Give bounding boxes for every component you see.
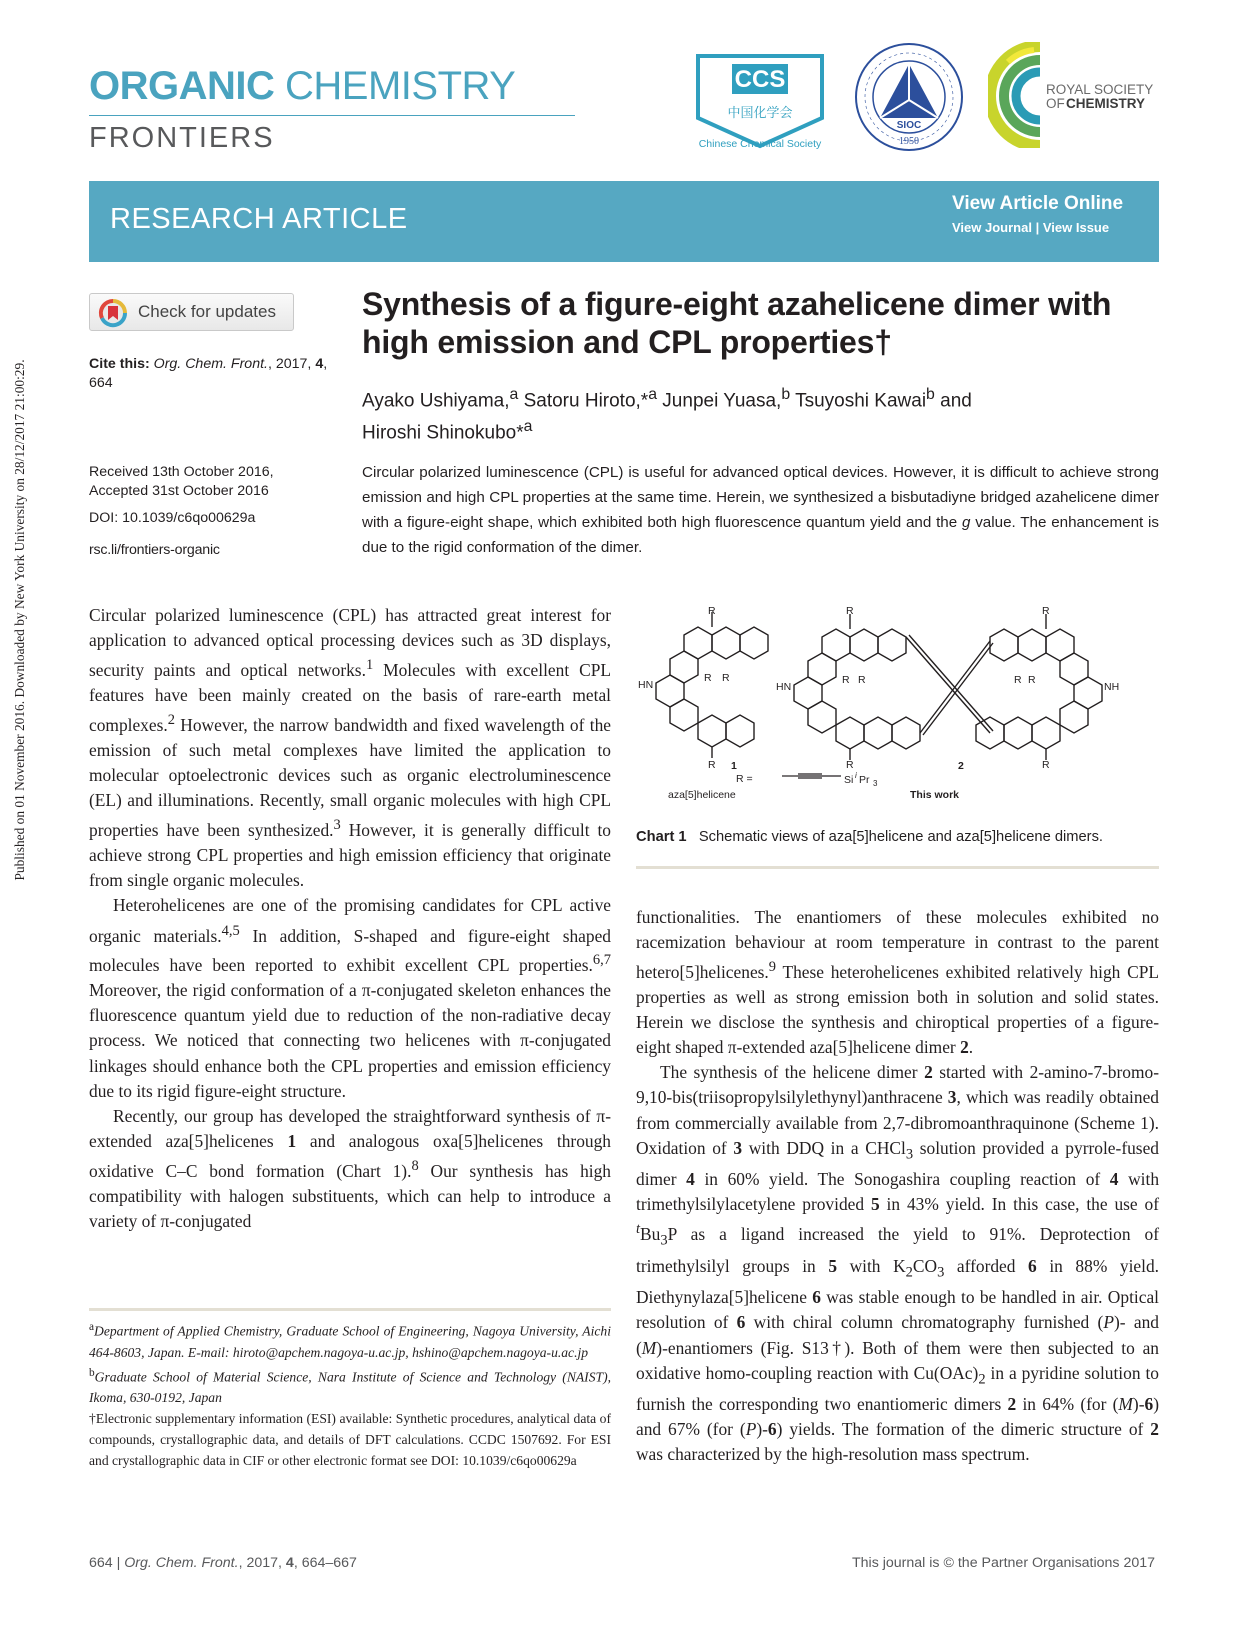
check-for-updates-button[interactable] (89, 293, 294, 331)
footnote-affiliation-a (89, 1317, 611, 1363)
chart-compound-2: 2 (958, 760, 964, 772)
text: , which was readily obtained from commercially available from 2,7-dibromoanthraquinone (Scheme 1). Oxidation of (636, 1087, 1159, 1158)
footnotes (89, 1317, 611, 1471)
paragraph (636, 1060, 1159, 1467)
text: Our synthesis has high compatibility with halogen substituents, which can help to introduce a variety of π-conjugated (89, 1160, 611, 1231)
affil-sup: a (648, 386, 658, 403)
footer-copyright: This journal is © the Partner Organisations 2017 (852, 1555, 1156, 1571)
text: with chiral column chromatography furnished ( (745, 1312, 1104, 1333)
text: However, it is generally difficult to achieve strong CPL properties and high emission efficiency that originate from single organic molecules. (89, 820, 611, 891)
footnote-text: Department of Applied Chemistry, Graduate School of Engineering, Nagoya University, Aichi 464-8603, Japan. E-mail: hiroto@apchem.nagoya-u.ac.jp, hshino@apchem.nagoya-u.ac.jp (89, 1323, 611, 1360)
chart-label-R: R (846, 606, 854, 617)
chart-label-R: R (1042, 759, 1050, 771)
compound-ref: 6 (767, 1419, 777, 1440)
footer-volume: 4 (285, 1555, 294, 1571)
text: CO (912, 1255, 938, 1276)
cite-comma: , (323, 356, 328, 372)
compound-ref: 2 (1150, 1419, 1159, 1440)
check-updates-label: Check for updates (138, 302, 276, 321)
chart-label-R: R (704, 672, 712, 684)
chart-si: Si (844, 774, 854, 786)
body-column-right (636, 905, 1159, 1467)
text: These heterohelicenes exhibited relatively high CPL properties as well as strong emission both in solution and solid states. Herein we disclose the synthesis and chiroptical properties of a figure-eight shaped π-extended aza[5]helicene dimer (636, 961, 1159, 1058)
compound-ref: 4 (686, 1169, 695, 1190)
text: with trimethylsilylacetylene provided (636, 1169, 1160, 1215)
cite-page: 664 (89, 375, 113, 391)
compound-ref: 6 (812, 1287, 821, 1308)
text: . (968, 1037, 974, 1058)
chart-label-R: R (1028, 674, 1036, 686)
footnote-sup: a (89, 1321, 95, 1333)
chart-label-NH: NH (1104, 681, 1120, 693)
citation-ref[interactable]: 1 (365, 657, 374, 674)
chart-pr: Pr (859, 774, 870, 786)
text: In addition, S-shaped and figure-eight shaped molecules have been reported to exhibit excellent CPL properties. (89, 925, 611, 976)
italic: M (1118, 1394, 1133, 1415)
chart-1-structures (636, 606, 1159, 821)
italic: M (641, 1337, 657, 1358)
chart-compound-1: 1 (731, 760, 737, 772)
compound-ref: 3 (947, 1087, 957, 1108)
text: functionalities. The enantiomers of these molecules exhibited no racemization behaviour at room temperature in contrast to the parent hetero[5]helicenes. (636, 907, 1159, 982)
author[interactable]: Junpei Yuasa, (657, 390, 782, 412)
affil-sup: b (926, 386, 935, 403)
author-list (362, 382, 1082, 447)
subscript: 2 (905, 1264, 913, 1281)
cite-journal: Org. Chem. Front. (153, 356, 268, 372)
view-journal-link[interactable]: View Journal (952, 220, 1032, 235)
ccs-caption: Chinese Chemical Society (698, 138, 822, 150)
publication-stamp: Published on 01 November 2016. Downloaded by New York University on 28/12/2017 21:00:29. (12, 359, 27, 881)
chart-caption-label: Chart 1 (636, 829, 687, 845)
view-article-online-link[interactable]: View Article Online (952, 193, 1124, 214)
compound-ref: 5 (870, 1194, 880, 1215)
text: in 88% yield. Diethynylaza[5]helicene (636, 1255, 1159, 1308)
footer-journal: Org. Chem. Front. (124, 1555, 239, 1571)
cite-year: , 2017, (267, 356, 316, 372)
cite-volume: 4 (315, 356, 324, 372)
compound-ref: 4 (1109, 1169, 1119, 1190)
doi[interactable]: DOI: 10.1039/c6qo00629a (89, 510, 256, 526)
journal-title (89, 64, 515, 109)
paragraph (89, 893, 611, 1103)
chart-aza-label: aza[5]helicene (668, 789, 736, 801)
accepted-date: Accepted 31st October 2016 (89, 483, 269, 499)
chart-caption (636, 829, 1103, 845)
compound-ref: 3 (733, 1137, 743, 1158)
chart-ipr-i: i (855, 771, 857, 780)
chart-label-R: R (842, 674, 850, 686)
journal-subtitle: FRONTIERS (89, 122, 275, 154)
view-links (952, 220, 1109, 235)
cite-label: Cite this: (89, 356, 150, 372)
compound-ref: 5 (828, 1255, 838, 1276)
subscript: 3 (905, 1146, 914, 1163)
paragraph (89, 1104, 611, 1234)
check-updates-icon (98, 298, 128, 328)
author[interactable]: Tsuyoshi Kawai (790, 390, 927, 412)
chart-caption-text: Schematic views of aza[5]helicene and aza[5]helicene dimers. (698, 829, 1103, 845)
citation-ref[interactable]: 8 (411, 1157, 419, 1174)
text: P as a ligand increased the yield to 91%. Deprotection of trimethylsilyl groups in (636, 1224, 1159, 1276)
view-links-separator: | (1035, 220, 1040, 235)
chart-label-R: R (1014, 674, 1022, 686)
chart-R-definition: R = (736, 773, 753, 785)
journal-link[interactable]: rsc.li/frontiers-organic (89, 542, 220, 558)
compound-ref: 6 (736, 1312, 746, 1333)
text: Moreover, the rigid conformation of a π-conjugated skeleton enhances the fluorescence quantum yield due to reduction of the non-radiative decay process. We noticed that connecting two helicenes with π-conjugated linkages should enhance both the CPL properties and emission efficiency due to its rigid figure-eight structure. (89, 980, 611, 1101)
text: ) and 67% (for ( (636, 1394, 1160, 1440)
author[interactable]: Ayako Ushiyama, (362, 390, 510, 412)
page-number: 664 (89, 1555, 113, 1571)
subscript: 2 (978, 1371, 986, 1388)
subscript: 3 (660, 1232, 668, 1249)
view-issue-link[interactable]: View Issue (1042, 220, 1110, 235)
text: with DDQ in a CHCl (742, 1137, 906, 1158)
sioc-seal (852, 40, 966, 154)
sioc-text: SIOC (896, 120, 922, 131)
compound-ref: 6 (1144, 1394, 1154, 1415)
journal-title-word-organic: ORGANIC (89, 64, 275, 108)
journal-title-rule (89, 115, 575, 116)
text: in a pyridine solution to furnish the corresponding two enantiomeric dimers (636, 1362, 1159, 1415)
paragraph (636, 905, 1159, 1060)
subscript: 3 (937, 1264, 945, 1281)
rsc-of: OF (1046, 96, 1065, 111)
chart-label-HN: HN (776, 681, 792, 693)
chart-label-R: R (858, 674, 866, 686)
article-title: Synthesis of a figure-eight azahelicene dimer with high emission and CPL properties† (362, 286, 1112, 360)
affil-sup: b (781, 386, 791, 403)
chart-pr-sub: 3 (873, 779, 878, 788)
italic: P (745, 1419, 757, 1440)
text: Circular polarized luminescence (CPL) has attracted great interest for application to advanced optical processing devices such as 3D displays, security paints and optical networks. (89, 605, 611, 680)
author[interactable]: Hiroshi Shinokubo* (362, 422, 524, 444)
text: )- and ( (636, 1312, 1159, 1358)
footnote-esi: †Electronic supplementary information (ESI) available: Synthetic procedures, analytical data of compounds, crystallographic data, and details of DFT calculations. CCDC 1507692. For ESI and crystallographic data in CIF or other electronic format see DOI: 10.1039/c6qo00629a (89, 1411, 611, 1469)
compound-ref: 2 (924, 1062, 933, 1083)
chart-rule (636, 866, 1159, 869)
citation-ref[interactable]: 6,7 (592, 952, 611, 969)
text: and analogous oxa[5]helicenes through oxidative C–C bond formation (Chart 1). (89, 1130, 611, 1181)
chart-label-R: R (1042, 606, 1050, 617)
chart-label-HN: HN (638, 679, 654, 691)
italic: P (1103, 1312, 1114, 1333)
citation-ref[interactable]: 2 (167, 712, 175, 729)
citation-ref[interactable]: 4,5 (221, 922, 240, 939)
ccs-logo (690, 48, 830, 152)
text: The synthesis of the helicene dimer (660, 1062, 925, 1083)
text: Recently, our group has developed the straightforward synthesis of π-extended aza[5]helicenes (89, 1105, 611, 1151)
footnote-text: Graduate School of Material Science, Nara Institute of Science and Technology (NAIST), Ikoma, 630-0192, Japan (89, 1369, 611, 1406)
text: )-enantiomers (Fig. S13†). Both of them were then subjected to an oxidative homo-coupling reaction with Cu(OAc) (636, 1337, 1159, 1383)
author[interactable]: Satoru Hiroto,* (518, 390, 649, 412)
chart-label-R: R (708, 606, 716, 617)
chart-this-work: This work (910, 789, 960, 801)
ccs-logo-text: CCS (734, 66, 786, 93)
cite-this (89, 355, 359, 393)
text: afforded (944, 1255, 1029, 1276)
compound-2-structure (794, 614, 1102, 760)
text: )- (756, 1419, 768, 1440)
text: )- (1132, 1394, 1145, 1415)
chart-label-R: R (722, 672, 730, 684)
abstract-text: value. The enhancement is due to the rigid conformation of the dimer. (362, 514, 1159, 556)
footer-year: , 2017, (238, 1555, 286, 1571)
rsc-chemistry: CHEMISTRY (1066, 96, 1146, 111)
text: However, the narrow bandwidth and fixed wavelength of the emission of such metal complexes have limited the application to molecular optoelectronic devices such as organic electroluminescence (EL) and illuminations. Recently, small organic molecules with high CPL properties have been synthesized. (89, 714, 611, 841)
rsc-logo (988, 42, 1168, 148)
footer-citation (89, 1555, 357, 1571)
text: started with 2-amino-7-bromo-9,10-bis(triisopropylsilylethynyl)anthracene (636, 1062, 1159, 1108)
author-and: and (934, 390, 972, 412)
compound-ref: 2 (960, 1037, 969, 1058)
received-date: Received 13th October 2016, (89, 464, 274, 480)
chart-alkyne-icon (782, 774, 841, 778)
rsc-line1: ROYAL SOCIETY (1046, 82, 1154, 97)
text: in 43% yield. In this case, the use of (879, 1194, 1160, 1215)
article-type: RESEARCH ARTICLE (110, 203, 408, 235)
body-column-left (89, 603, 611, 1234)
footnote-affiliation-b (89, 1363, 611, 1409)
affil-sup: a (523, 418, 533, 436)
abstract-text: Circular polarized luminescence (CPL) is useful for advanced optical devices. However, it is difficult to achieve strong emission and high CPL properties at the same time. Herein, we synthesized a bisbutadiyne bridged azahelicene dimer with a figure-eight shape, which exhibited both high fluorescence quantum yield and the (362, 464, 1159, 531)
footnote-rule (89, 1308, 611, 1311)
text: ) yields. The formation of the dimeric structure of (776, 1419, 1151, 1440)
text: in 60% yield. The Sonogashira coupling reaction of (694, 1169, 1110, 1190)
compound-ref: 6 (1028, 1255, 1037, 1276)
text: Bu (640, 1224, 661, 1245)
paragraph (89, 603, 611, 893)
text: solution provided a pyrrole-fused dimer (636, 1137, 1159, 1190)
compound-1-structure (656, 612, 768, 758)
text: was stable enough to be handled in air. Optical resolution of (636, 1287, 1159, 1333)
superscript: t (636, 1221, 641, 1238)
journal-title-word-chemistry: CHEMISTRY (285, 64, 516, 108)
footnote-sup: b (89, 1366, 95, 1379)
text: Heterohelicenes are one of the promising candidates for CPL active organic materials. (89, 895, 611, 946)
text: in 64% (for ( (1016, 1394, 1119, 1415)
abstract (362, 460, 1159, 560)
chart-label-R: R (846, 759, 854, 771)
footer-sep: | (112, 1555, 125, 1571)
compound-ref: 1 (287, 1130, 297, 1151)
text: with K (837, 1255, 906, 1276)
citation-ref[interactable]: 3 (333, 817, 341, 834)
ccs-chinese-name: 中国化学会 (727, 106, 793, 121)
affil-sup: a (509, 386, 519, 403)
compound-ref: 2 (1007, 1394, 1017, 1415)
footer-pages: , 664–667 (293, 1555, 357, 1571)
sioc-year: 1950 (899, 136, 919, 147)
chart-label-R: R (708, 759, 716, 771)
abstract-g: g (961, 514, 971, 531)
text: was characterized by the high-resolution mass spectrum. (636, 1444, 1030, 1465)
text: Molecules with excellent CPL features have been mainly created on the basis of rare-earth metal complexes. (89, 659, 611, 735)
citation-ref[interactable]: 9 (768, 959, 777, 976)
